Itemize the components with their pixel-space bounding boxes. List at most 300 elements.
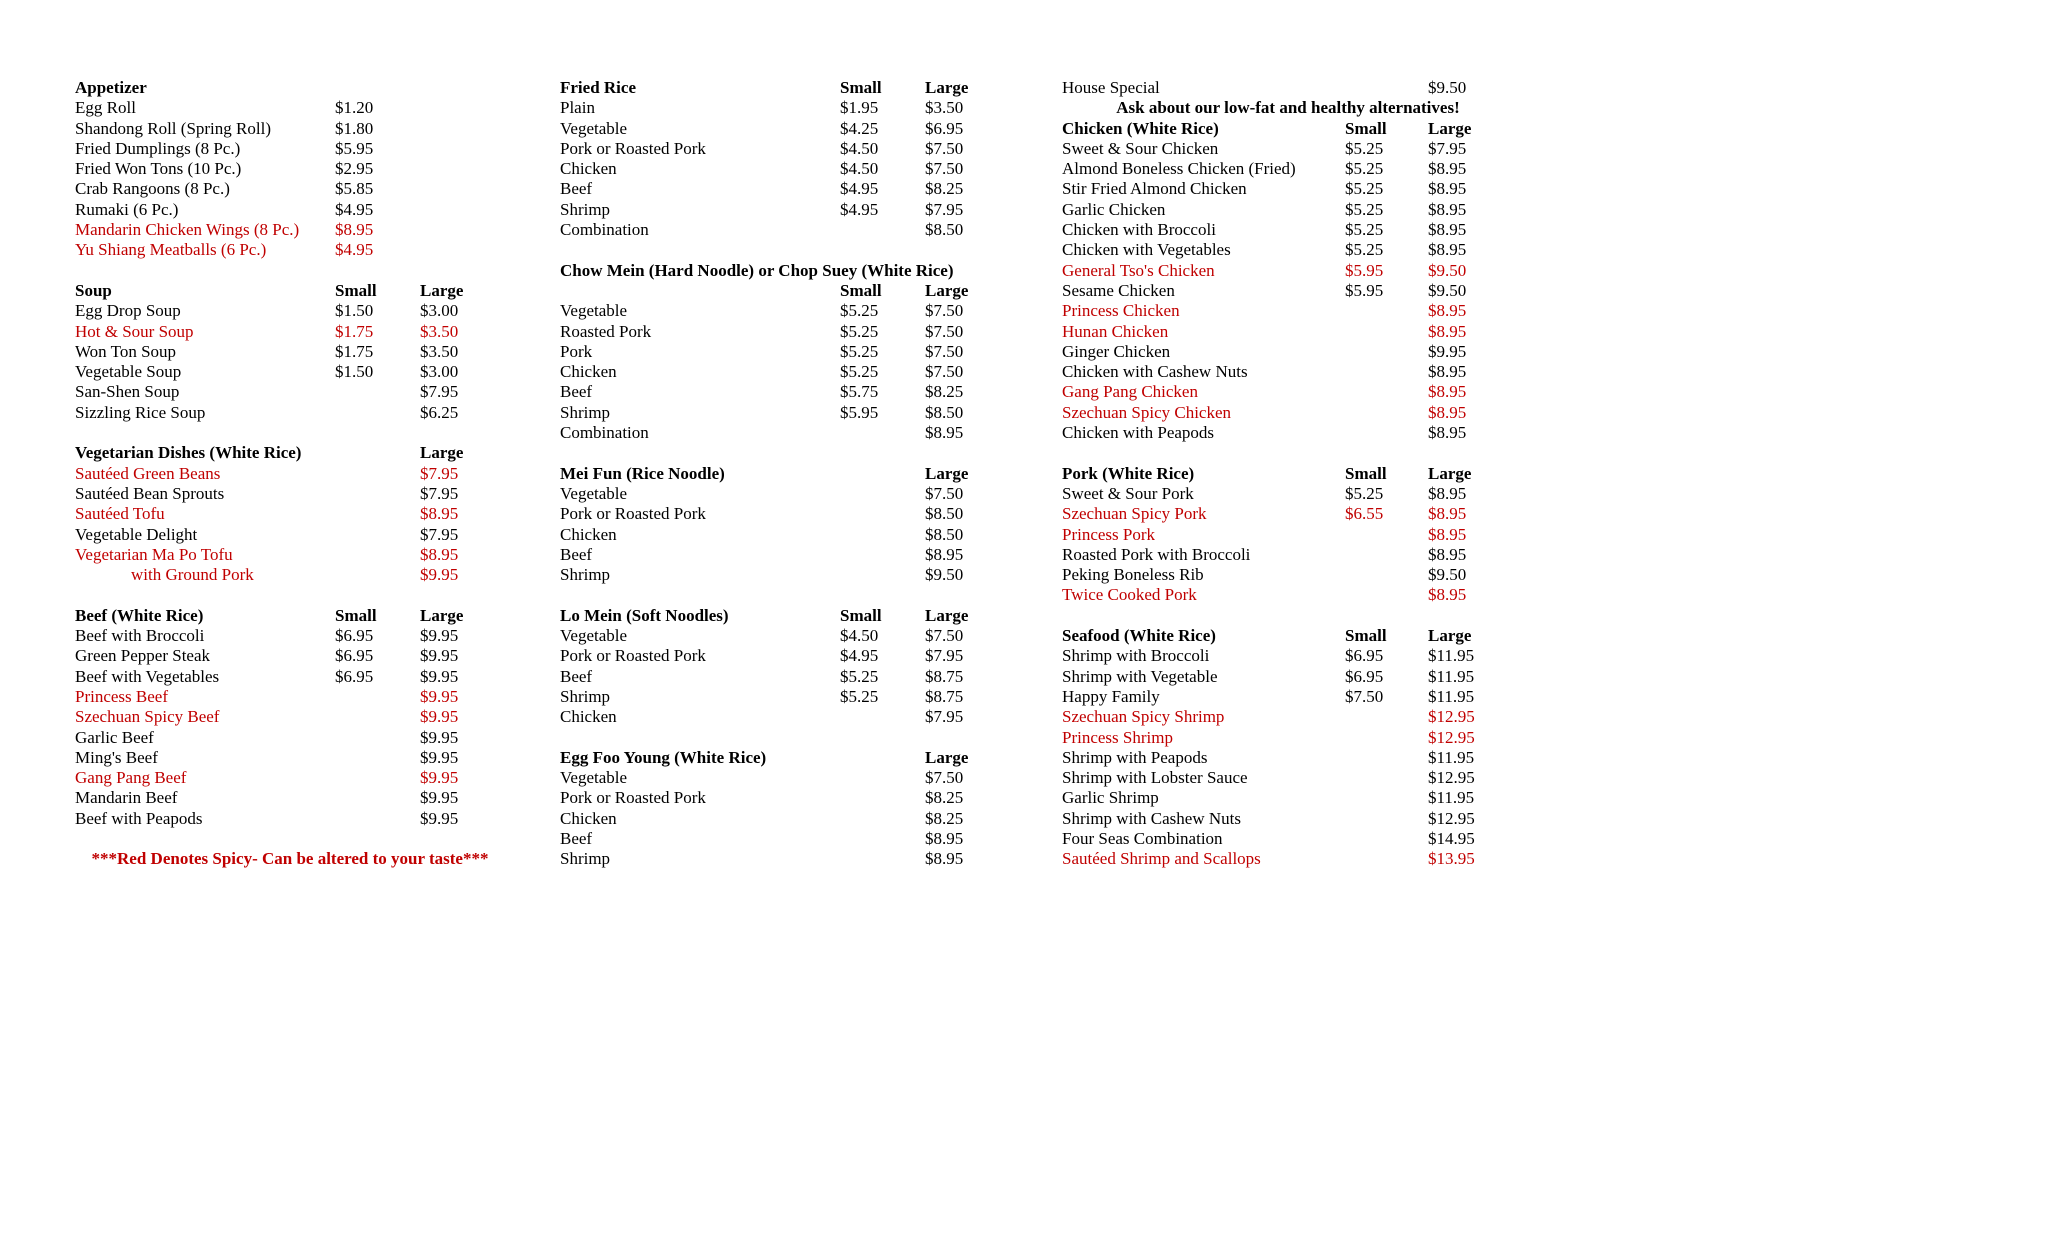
item-name: Chicken with Broccoli xyxy=(1062,220,1216,240)
item-price-large: $8.95 xyxy=(1428,423,1467,443)
item-name: House Special xyxy=(1062,78,1160,97)
menu-item-row xyxy=(75,748,505,768)
menu-item-row xyxy=(1062,78,1514,98)
item-price-large: $7.95 xyxy=(925,646,964,666)
item-price-large: $8.95 xyxy=(1428,524,1467,544)
menu-section xyxy=(75,281,505,423)
item-price-large xyxy=(420,220,505,240)
item-price-small: $6.95 xyxy=(335,646,374,666)
menu-item-row xyxy=(1062,565,1514,585)
section-header-row xyxy=(560,464,1010,484)
item-price-large: $8.95 xyxy=(420,504,459,524)
menu-item-row xyxy=(1062,687,1514,707)
item-name: Rumaki (6 Pc.) xyxy=(75,199,179,219)
item-name: Vegetable xyxy=(560,301,628,321)
item-price-large xyxy=(420,119,505,139)
menu-section xyxy=(1062,464,1514,606)
item-price-small xyxy=(1345,525,1428,545)
item-price-large: $8.95 xyxy=(1428,301,1467,321)
item-price-small: $4.95 xyxy=(840,199,879,219)
item-name: Crab Rangoons (8 Pc.) xyxy=(75,179,230,199)
item-name: Combination xyxy=(560,220,649,240)
small-column-header: Small xyxy=(335,280,377,300)
item-price-small xyxy=(840,525,925,545)
item-price-small xyxy=(840,809,925,829)
item-price-large xyxy=(420,98,505,118)
item-price-large: $7.50 xyxy=(925,483,964,503)
menu-item-row xyxy=(1062,829,1514,849)
item-price-small xyxy=(1345,728,1428,748)
menu-column-left xyxy=(75,78,505,870)
item-name: with Ground Pork xyxy=(131,565,254,585)
item-price-small xyxy=(335,809,420,829)
item-name: Sweet & Sour Pork xyxy=(1062,483,1194,503)
menu-item-row xyxy=(1062,220,1514,240)
menu-item-row xyxy=(75,768,505,788)
menu-item-row xyxy=(1062,484,1514,504)
menu-item-row xyxy=(75,179,505,199)
item-name: Roasted Pork xyxy=(560,321,652,341)
item-price-small: $5.25 xyxy=(840,666,879,686)
item-price-small: $2.95 xyxy=(335,159,374,179)
item-price-small: $1.50 xyxy=(335,301,374,321)
item-price-large: $8.95 xyxy=(1428,483,1467,503)
item-name: Princess Beef xyxy=(75,686,169,706)
small-column-header: Small xyxy=(840,280,882,300)
item-price-large: $8.95 xyxy=(1428,220,1467,240)
large-column-header: Large xyxy=(420,443,464,463)
menu-item-row xyxy=(1062,748,1514,768)
item-price-small: $6.55 xyxy=(1345,504,1384,524)
item-price-large: $7.95 xyxy=(925,707,964,727)
item-price-large: $8.95 xyxy=(1428,382,1467,402)
item-price-large: $9.50 xyxy=(1428,78,1467,97)
item-name: Shrimp with Broccoli xyxy=(1062,646,1210,666)
item-price-small xyxy=(1345,403,1428,423)
item-name: San-Shen Soup xyxy=(75,382,180,402)
item-price-large: $7.50 xyxy=(925,626,964,646)
menu-item-row xyxy=(75,159,505,179)
item-price-small: $6.95 xyxy=(335,626,374,646)
item-price-large: $7.50 xyxy=(925,768,964,788)
item-price-small xyxy=(335,768,420,788)
item-name: Egg Roll xyxy=(75,98,136,118)
small-column-header: Small xyxy=(1345,118,1387,138)
item-name: Gang Pang Beef xyxy=(75,768,187,788)
item-price-large: $3.00 xyxy=(420,362,459,382)
menu-item-row xyxy=(560,525,1010,545)
menu-section xyxy=(560,464,1010,586)
item-name: Shrimp xyxy=(560,849,611,869)
item-price-large: $9.95 xyxy=(420,707,459,727)
menu-item-row xyxy=(560,484,1010,504)
item-price-large: $14.95 xyxy=(1428,828,1475,848)
item-name: Beef xyxy=(560,544,593,564)
item-name: Shrimp xyxy=(560,402,611,422)
item-name: Gang Pang Chicken xyxy=(1062,382,1198,402)
menu-item-row xyxy=(1062,362,1514,382)
item-price-large: $8.95 xyxy=(1428,402,1467,422)
item-name: Hot & Sour Soup xyxy=(75,321,194,341)
item-name: Vegetarian Ma Po Tofu xyxy=(75,544,233,564)
menu-item-row xyxy=(75,545,505,565)
item-price-large: $3.50 xyxy=(420,341,459,361)
item-name: Shrimp with Peapods xyxy=(1062,747,1208,767)
item-name: Shrimp xyxy=(560,686,611,706)
section-title: Mei Fun (Rice Noodle) xyxy=(560,463,725,483)
item-name: Fried Dumplings (8 Pc.) xyxy=(75,138,241,158)
menu-item-row xyxy=(75,707,505,727)
menu-item-row xyxy=(1062,301,1514,321)
menu-item-row xyxy=(75,484,505,504)
menu-item-row xyxy=(75,139,505,159)
menu-item-row xyxy=(75,504,505,524)
item-price-small xyxy=(840,504,925,524)
item-price-large: $8.25 xyxy=(925,179,964,199)
healthy-note: Ask about our low-fat and healthy alternatives! xyxy=(1116,98,1460,118)
menu-item-row xyxy=(1062,849,1514,869)
item-price-large: $3.50 xyxy=(925,98,964,118)
item-price-large: $9.95 xyxy=(420,808,459,828)
menu-item-row xyxy=(560,545,1010,565)
large-column-header xyxy=(420,78,505,98)
menu-item-row xyxy=(1062,525,1514,545)
menu-section xyxy=(75,78,505,261)
item-price-small: $5.25 xyxy=(1345,159,1384,179)
menu-item-row xyxy=(75,565,505,585)
item-price-small xyxy=(840,768,925,788)
section-title: Vegetarian Dishes (White Rice) xyxy=(75,443,302,463)
item-price-small: $4.95 xyxy=(840,179,879,199)
item-price-small xyxy=(1345,545,1428,565)
menu-item-row xyxy=(560,504,1010,524)
item-price-large: $7.95 xyxy=(420,463,459,483)
item-name: Roasted Pork with Broccoli xyxy=(1062,544,1251,564)
item-name: Chicken xyxy=(560,362,617,382)
item-price-large: $8.95 xyxy=(1428,199,1467,219)
item-price-small xyxy=(335,707,420,727)
item-price-large: $7.50 xyxy=(925,138,964,158)
section-header-row xyxy=(75,443,505,463)
item-price-large: $9.95 xyxy=(420,727,459,747)
item-name: Twice Cooked Pork xyxy=(1062,585,1197,605)
section-header-row xyxy=(75,281,505,301)
menu-item-row xyxy=(75,626,505,646)
large-column-header: Large xyxy=(925,605,969,625)
item-price-large: $8.95 xyxy=(1428,585,1467,605)
item-name: Green Pepper Steak xyxy=(75,646,211,666)
item-name: Beef xyxy=(560,828,593,848)
menu-item-row xyxy=(75,809,505,829)
item-name: Fried Won Tons (10 Pc.) xyxy=(75,159,242,179)
item-price-small: $5.75 xyxy=(840,382,879,402)
item-price-large: $8.50 xyxy=(925,220,964,240)
item-name: Peking Boneless Rib xyxy=(1062,565,1204,585)
item-price-small: $8.95 xyxy=(335,220,374,240)
item-price-small xyxy=(1345,565,1428,585)
menu-item-row xyxy=(75,687,505,707)
menu-section xyxy=(75,443,505,585)
menu-item-row xyxy=(1062,768,1514,788)
item-price-small: $5.95 xyxy=(1345,260,1384,280)
item-price-small: $5.25 xyxy=(840,341,879,361)
item-price-small xyxy=(335,687,420,707)
menu-item-row xyxy=(560,809,1010,829)
item-price-small xyxy=(335,788,420,808)
item-name: Yu Shiang Meatballs (6 Pc.) xyxy=(75,240,267,260)
large-column-header: Large xyxy=(925,747,969,767)
item-name: Beef with Broccoli xyxy=(75,626,205,646)
item-name: Sweet & Sour Chicken xyxy=(1062,138,1219,158)
item-price-small: $4.95 xyxy=(335,199,374,219)
item-price-small: $5.25 xyxy=(1345,220,1384,240)
item-price-small: $1.20 xyxy=(335,98,374,118)
item-name: Won Ton Soup xyxy=(75,341,177,361)
item-price-small xyxy=(1345,829,1428,849)
item-name: Happy Family xyxy=(1062,686,1160,706)
item-price-large: $8.25 xyxy=(925,788,964,808)
menu-item-row xyxy=(560,626,1010,646)
small-column-header: Small xyxy=(840,78,882,97)
item-name: Sautéed Bean Sprouts xyxy=(75,483,225,503)
item-price-small: $5.25 xyxy=(1345,138,1384,158)
item-name: Chicken xyxy=(560,159,617,179)
item-price-large xyxy=(420,159,505,179)
item-price-large: $9.95 xyxy=(420,646,459,666)
menu-item-row xyxy=(560,220,1010,240)
menu-item-row xyxy=(75,382,505,402)
section-title: Beef (White Rice) xyxy=(75,605,204,625)
item-price-large: $9.50 xyxy=(1428,260,1467,280)
item-price-large: $8.75 xyxy=(925,666,964,686)
item-name: Sautéed Shrimp and Scallops xyxy=(1062,849,1261,869)
item-price-large: $9.95 xyxy=(420,565,459,585)
item-price-large: $7.50 xyxy=(925,159,964,179)
section-title: Egg Foo Young (White Rice) xyxy=(560,747,767,767)
small-column-header: Small xyxy=(1345,463,1387,483)
item-name: Szechuan Spicy Pork xyxy=(1062,504,1207,524)
small-column-header: Small xyxy=(335,605,377,625)
item-price-large: $3.50 xyxy=(420,321,459,341)
item-price-large: $11.95 xyxy=(1428,666,1475,686)
item-price-large: $12.95 xyxy=(1428,727,1475,747)
item-name: Shrimp with Cashew Nuts xyxy=(1062,808,1241,828)
menu-section xyxy=(75,606,505,829)
item-name: Beef with Peapods xyxy=(75,808,203,828)
item-name: Vegetable Delight xyxy=(75,524,198,544)
menu-item-row xyxy=(1062,240,1514,260)
item-price-small: $5.25 xyxy=(840,321,879,341)
item-price-large: $12.95 xyxy=(1428,707,1475,727)
item-price-large: $9.95 xyxy=(420,626,459,646)
menu-section xyxy=(1062,626,1514,870)
large-column-header: Large xyxy=(925,78,969,97)
item-name: Beef with Vegetables xyxy=(75,666,220,686)
menu-item-row xyxy=(560,382,1010,402)
item-price-small: $5.25 xyxy=(840,686,879,706)
item-price-large: $11.95 xyxy=(1428,788,1475,808)
menu-item-row xyxy=(1062,504,1514,524)
item-name: Beef xyxy=(560,179,593,199)
item-name: Shrimp xyxy=(560,565,611,585)
item-price-small: $5.25 xyxy=(840,362,879,382)
section-title: Seafood (White Rice) xyxy=(1062,626,1216,646)
item-name: Garlic Chicken xyxy=(1062,199,1166,219)
item-name: Chicken with Cashew Nuts xyxy=(1062,362,1248,382)
menu-item-row xyxy=(560,301,1010,321)
item-price-small: $5.95 xyxy=(840,402,879,422)
item-name: Shrimp with Vegetable xyxy=(1062,666,1218,686)
item-price-small: $5.25 xyxy=(1345,483,1384,503)
item-price-small xyxy=(840,484,925,504)
large-column-header: Large xyxy=(1428,463,1472,483)
item-name: Shrimp with Lobster Sauce xyxy=(1062,768,1248,788)
item-price-small xyxy=(335,464,420,484)
item-price-small xyxy=(1345,342,1428,362)
item-price-small: $1.80 xyxy=(335,118,374,138)
menu-item-row xyxy=(1062,342,1514,362)
menu-item-row xyxy=(560,849,1010,869)
menu-item-row xyxy=(560,667,1010,687)
menu-item-row xyxy=(1062,667,1514,687)
menu-section xyxy=(560,748,1010,870)
item-name: Stir Fried Almond Chicken xyxy=(1062,179,1247,199)
item-price-large: $8.25 xyxy=(925,382,964,402)
menu-item-row xyxy=(560,322,1010,342)
menu-item-row xyxy=(75,98,505,118)
item-name: Princess Pork xyxy=(1062,524,1156,544)
section-title: Chicken (White Rice) xyxy=(1062,118,1219,138)
item-name: Garlic Shrimp xyxy=(1062,788,1159,808)
large-column-header: Large xyxy=(420,605,464,625)
item-price-small: $5.25 xyxy=(1345,179,1384,199)
item-name: Szechuan Spicy Chicken xyxy=(1062,402,1232,422)
item-name: Princess Chicken xyxy=(1062,301,1180,321)
item-price-large: $8.95 xyxy=(1428,362,1467,382)
item-name: Chicken with Vegetables xyxy=(1062,240,1231,260)
item-price-small: $4.50 xyxy=(840,159,879,179)
item-price-small xyxy=(335,565,420,585)
item-name: Pork or Roasted Pork xyxy=(560,788,706,808)
item-name: Vegetable xyxy=(560,626,628,646)
item-name: Shandong Roll (Spring Roll) xyxy=(75,118,271,138)
section-header-row xyxy=(75,78,505,98)
item-name: Chicken xyxy=(560,808,617,828)
item-name: Mandarin Chicken Wings (8 Pc.) xyxy=(75,220,300,240)
menu-item-row xyxy=(560,362,1010,382)
menu-item-row xyxy=(560,179,1010,199)
item-price-small xyxy=(1345,78,1428,98)
menu-item-row xyxy=(560,768,1010,788)
menu-section xyxy=(1062,78,1514,98)
item-price-large: $7.50 xyxy=(925,301,964,321)
item-price-small: $5.95 xyxy=(1345,280,1384,300)
item-name: Garlic Beef xyxy=(75,727,154,747)
item-name: Sizzling Rice Soup xyxy=(75,402,206,422)
menu-item-row xyxy=(75,119,505,139)
menu-item-row xyxy=(560,200,1010,220)
section-header-row xyxy=(560,748,1010,768)
menu-item-row xyxy=(75,728,505,748)
item-price-small: $7.50 xyxy=(1345,686,1384,706)
menu-item-row xyxy=(1062,809,1514,829)
menu-item-row xyxy=(560,159,1010,179)
item-price-small: $1.75 xyxy=(335,341,374,361)
item-price-small xyxy=(1345,301,1428,321)
item-price-small xyxy=(1345,382,1428,402)
item-price-small xyxy=(1345,849,1428,869)
menu-item-row xyxy=(560,139,1010,159)
item-name: Vegetable Soup xyxy=(75,362,182,382)
item-price-large: $8.95 xyxy=(420,544,459,564)
menu-item-row xyxy=(75,403,505,423)
section-header-row xyxy=(75,606,505,626)
item-price-large: $8.95 xyxy=(1428,240,1467,260)
item-name: Almond Boneless Chicken (Fried) xyxy=(1062,159,1296,179)
menu-item-row xyxy=(560,403,1010,423)
menu-item-row xyxy=(1062,382,1514,402)
menu-item-row xyxy=(1062,545,1514,565)
item-price-small xyxy=(335,403,420,423)
item-price-large xyxy=(420,179,505,199)
menu-item-row xyxy=(560,829,1010,849)
item-price-large: $3.00 xyxy=(420,301,459,321)
menu-item-row xyxy=(75,525,505,545)
menu-item-row xyxy=(1062,646,1514,666)
item-name: General Tso's Chicken xyxy=(1062,260,1215,280)
section-title: Pork (White Rice) xyxy=(1062,463,1195,483)
large-column-header: Large xyxy=(925,463,969,483)
item-name: Sesame Chicken xyxy=(1062,280,1175,300)
item-price-small: $5.25 xyxy=(840,301,879,321)
item-price-small xyxy=(840,545,925,565)
menu-item-row xyxy=(1062,423,1514,443)
item-price-small xyxy=(335,748,420,768)
item-price-large: $8.95 xyxy=(925,423,964,443)
item-price-large: $9.95 xyxy=(420,666,459,686)
item-price-small xyxy=(1345,423,1428,443)
item-name: Szechuan Spicy Shrimp xyxy=(1062,707,1225,727)
item-price-small: $4.95 xyxy=(335,240,374,260)
menu-item-row xyxy=(560,342,1010,362)
menu-item-row xyxy=(1062,159,1514,179)
item-price-small xyxy=(1345,748,1428,768)
menu-item-row xyxy=(75,322,505,342)
item-price-large: $13.95 xyxy=(1428,849,1475,869)
menu-item-row xyxy=(1062,788,1514,808)
item-price-large: $9.50 xyxy=(1428,280,1467,300)
item-price-large: $9.50 xyxy=(925,565,964,585)
item-price-large: $7.95 xyxy=(1428,138,1467,158)
menu-item-row xyxy=(1062,707,1514,727)
large-column-header: Large xyxy=(925,280,969,300)
item-price-small: $1.75 xyxy=(335,321,374,341)
item-name: Sautéed Green Beans xyxy=(75,463,221,483)
menu-item-row xyxy=(75,667,505,687)
item-price-large: $8.50 xyxy=(925,402,964,422)
item-price-small xyxy=(840,707,925,727)
item-name: Four Seas Combination xyxy=(1062,828,1223,848)
item-price-large: $12.95 xyxy=(1428,768,1475,788)
menu-item-row xyxy=(560,98,1010,118)
item-price-small: $5.25 xyxy=(1345,199,1384,219)
item-price-small xyxy=(1345,585,1428,605)
section-title: Soup xyxy=(75,280,112,300)
item-price-small: $5.25 xyxy=(1345,240,1384,260)
item-name: Chicken with Peapods xyxy=(1062,423,1215,443)
item-price-small xyxy=(840,788,925,808)
item-name: Vegetable xyxy=(560,768,628,788)
